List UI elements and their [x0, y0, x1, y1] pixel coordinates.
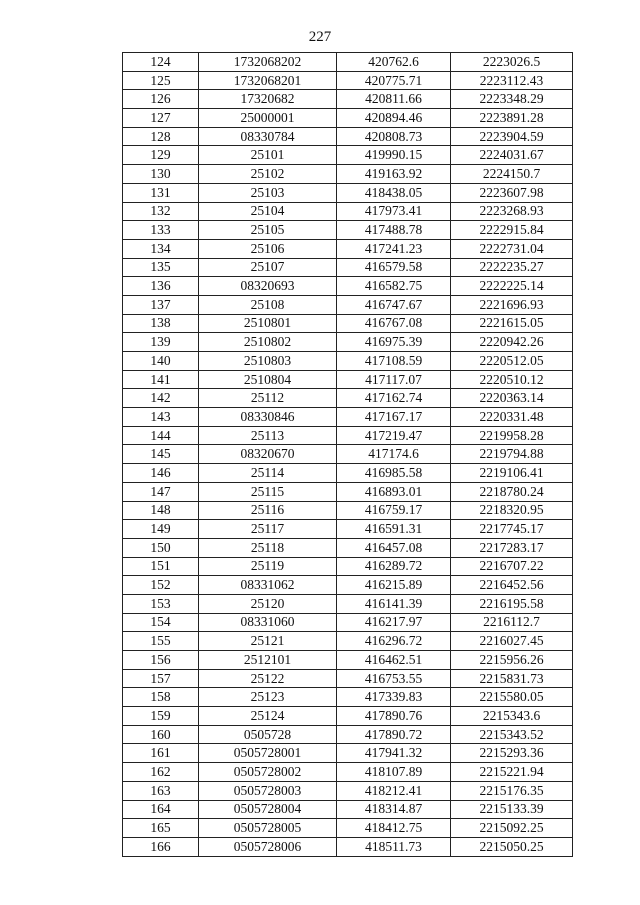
- table-body: [123, 53, 573, 857]
- point-id-cell: 08320693: [199, 277, 337, 296]
- point-id-cell: 25102: [199, 165, 337, 184]
- y-coordinate-cell: 2223891.28: [451, 109, 573, 128]
- y-coordinate-cell: 2220942.26: [451, 333, 573, 352]
- table-row: [123, 109, 573, 128]
- x-coordinate-cell: 417941.32: [337, 744, 451, 763]
- point-id-cell: 0505728002: [199, 763, 337, 782]
- row-number-cell: 147: [123, 482, 199, 501]
- point-id-cell: 17320682: [199, 90, 337, 109]
- row-number-cell: 143: [123, 408, 199, 427]
- row-number-cell: 131: [123, 183, 199, 202]
- row-number-cell: 139: [123, 333, 199, 352]
- x-coordinate-cell: 417890.76: [337, 707, 451, 726]
- y-coordinate-cell: 2222915.84: [451, 221, 573, 240]
- point-id-cell: 25106: [199, 239, 337, 258]
- x-coordinate-cell: 416759.17: [337, 501, 451, 520]
- x-coordinate-cell: 419163.92: [337, 165, 451, 184]
- point-id-cell: 0505728004: [199, 800, 337, 819]
- row-number-cell: 157: [123, 669, 199, 688]
- x-coordinate-cell: 420894.46: [337, 109, 451, 128]
- table-row: [123, 53, 573, 72]
- row-number-cell: 155: [123, 632, 199, 651]
- y-coordinate-cell: 2218780.24: [451, 482, 573, 501]
- table-row: [123, 90, 573, 109]
- row-number-cell: 142: [123, 389, 199, 408]
- x-coordinate-cell: 416893.01: [337, 482, 451, 501]
- x-coordinate-cell: 416296.72: [337, 632, 451, 651]
- table-row: [123, 576, 573, 595]
- row-number-cell: 141: [123, 370, 199, 389]
- x-coordinate-cell: 417108.59: [337, 352, 451, 371]
- x-coordinate-cell: 416141.39: [337, 594, 451, 613]
- point-id-cell: 25122: [199, 669, 337, 688]
- point-id-cell: 25115: [199, 482, 337, 501]
- point-id-cell: 25105: [199, 221, 337, 240]
- y-coordinate-cell: 2216027.45: [451, 632, 573, 651]
- x-coordinate-cell: 418314.87: [337, 800, 451, 819]
- y-coordinate-cell: 2215956.26: [451, 651, 573, 670]
- y-coordinate-cell: 2222731.04: [451, 239, 573, 258]
- page-number: 227: [308, 29, 332, 45]
- y-coordinate-cell: 2215580.05: [451, 688, 573, 707]
- x-coordinate-cell: 416579.58: [337, 258, 451, 277]
- x-coordinate-cell: 417117.07: [337, 370, 451, 389]
- y-coordinate-cell: 2219958.28: [451, 426, 573, 445]
- y-coordinate-cell: 2215221.94: [451, 763, 573, 782]
- point-id-cell: 0505728: [199, 725, 337, 744]
- table-row: [123, 314, 573, 333]
- point-id-cell: 25116: [199, 501, 337, 520]
- y-coordinate-cell: 2222225.14: [451, 277, 573, 296]
- row-number-cell: 124: [123, 53, 199, 72]
- y-coordinate-cell: 2220510.12: [451, 370, 573, 389]
- table-row: [123, 333, 573, 352]
- y-coordinate-cell: 2223268.93: [451, 202, 573, 221]
- row-number-cell: 162: [123, 763, 199, 782]
- x-coordinate-cell: 418412.75: [337, 819, 451, 838]
- point-id-cell: 25108: [199, 295, 337, 314]
- table-row: [123, 408, 573, 427]
- y-coordinate-cell: 2220363.14: [451, 389, 573, 408]
- table-row: [123, 426, 573, 445]
- x-coordinate-cell: 416462.51: [337, 651, 451, 670]
- y-coordinate-cell: 2220512.05: [451, 352, 573, 371]
- table-row: [123, 221, 573, 240]
- x-coordinate-cell: 418212.41: [337, 781, 451, 800]
- point-id-cell: 0505728001: [199, 744, 337, 763]
- x-coordinate-cell: 417339.83: [337, 688, 451, 707]
- x-coordinate-cell: 416753.55: [337, 669, 451, 688]
- table-row: [123, 538, 573, 557]
- y-coordinate-cell: 2222235.27: [451, 258, 573, 277]
- x-coordinate-cell: 417174.6: [337, 445, 451, 464]
- table-row: [123, 669, 573, 688]
- x-coordinate-cell: 416582.75: [337, 277, 451, 296]
- point-id-cell: 25104: [199, 202, 337, 221]
- table-row: [123, 501, 573, 520]
- x-coordinate-cell: 416767.08: [337, 314, 451, 333]
- y-coordinate-cell: 2216112.7: [451, 613, 573, 632]
- y-coordinate-cell: 2219794.88: [451, 445, 573, 464]
- point-id-cell: 2510803: [199, 352, 337, 371]
- row-number-cell: 145: [123, 445, 199, 464]
- row-number-cell: 128: [123, 127, 199, 146]
- y-coordinate-cell: 2221696.93: [451, 295, 573, 314]
- table-row: [123, 632, 573, 651]
- point-id-cell: 25113: [199, 426, 337, 445]
- table-row: [123, 370, 573, 389]
- x-coordinate-cell: 417241.23: [337, 239, 451, 258]
- point-id-cell: 25103: [199, 183, 337, 202]
- x-coordinate-cell: 417488.78: [337, 221, 451, 240]
- x-coordinate-cell: 420808.73: [337, 127, 451, 146]
- x-coordinate-cell: 416975.39: [337, 333, 451, 352]
- row-number-cell: 165: [123, 819, 199, 838]
- table-row: [123, 295, 573, 314]
- point-id-cell: 0505728003: [199, 781, 337, 800]
- x-coordinate-cell: 416217.97: [337, 613, 451, 632]
- point-id-cell: 25107: [199, 258, 337, 277]
- coordinates-table: [122, 52, 573, 857]
- row-number-cell: 129: [123, 146, 199, 165]
- y-coordinate-cell: 2224031.67: [451, 146, 573, 165]
- table-row: [123, 277, 573, 296]
- x-coordinate-cell: 416747.67: [337, 295, 451, 314]
- row-number-cell: 132: [123, 202, 199, 221]
- y-coordinate-cell: 2223607.98: [451, 183, 573, 202]
- table-row: [123, 127, 573, 146]
- row-number-cell: 134: [123, 239, 199, 258]
- point-id-cell: 0505728005: [199, 819, 337, 838]
- table-row: [123, 763, 573, 782]
- point-id-cell: 25118: [199, 538, 337, 557]
- row-number-cell: 160: [123, 725, 199, 744]
- table-row: [123, 725, 573, 744]
- point-id-cell: 2510801: [199, 314, 337, 333]
- point-id-cell: 25114: [199, 464, 337, 483]
- row-number-cell: 149: [123, 520, 199, 539]
- y-coordinate-cell: 2215092.25: [451, 819, 573, 838]
- table-row: [123, 800, 573, 819]
- point-id-cell: 25119: [199, 557, 337, 576]
- point-id-cell: 1732068201: [199, 71, 337, 90]
- row-number-cell: 150: [123, 538, 199, 557]
- y-coordinate-cell: 2221615.05: [451, 314, 573, 333]
- table-row: [123, 389, 573, 408]
- row-number-cell: 161: [123, 744, 199, 763]
- point-id-cell: 25121: [199, 632, 337, 651]
- x-coordinate-cell: 417890.72: [337, 725, 451, 744]
- table-row: [123, 651, 573, 670]
- row-number-cell: 159: [123, 707, 199, 726]
- row-number-cell: 163: [123, 781, 199, 800]
- point-id-cell: 25117: [199, 520, 337, 539]
- point-id-cell: 2510802: [199, 333, 337, 352]
- row-number-cell: 156: [123, 651, 199, 670]
- point-id-cell: 25000001: [199, 109, 337, 128]
- y-coordinate-cell: 2219106.41: [451, 464, 573, 483]
- point-id-cell: 25112: [199, 389, 337, 408]
- row-number-cell: 153: [123, 594, 199, 613]
- row-number-cell: 164: [123, 800, 199, 819]
- y-coordinate-cell: 2224150.7: [451, 165, 573, 184]
- table-row: [123, 744, 573, 763]
- table-row: [123, 520, 573, 539]
- x-coordinate-cell: 416591.31: [337, 520, 451, 539]
- row-number-cell: 140: [123, 352, 199, 371]
- row-number-cell: 154: [123, 613, 199, 632]
- row-number-cell: 138: [123, 314, 199, 333]
- row-number-cell: 126: [123, 90, 199, 109]
- y-coordinate-cell: 2223112.43: [451, 71, 573, 90]
- y-coordinate-cell: 2215343.52: [451, 725, 573, 744]
- table-row: [123, 594, 573, 613]
- x-coordinate-cell: 420775.71: [337, 71, 451, 90]
- x-coordinate-cell: 416289.72: [337, 557, 451, 576]
- row-number-cell: 136: [123, 277, 199, 296]
- row-number-cell: 151: [123, 557, 199, 576]
- point-id-cell: 08330784: [199, 127, 337, 146]
- table-row: [123, 688, 573, 707]
- table-row: [123, 482, 573, 501]
- point-id-cell: 1732068202: [199, 53, 337, 72]
- table-row: [123, 165, 573, 184]
- y-coordinate-cell: 2223348.29: [451, 90, 573, 109]
- table-row: [123, 352, 573, 371]
- y-coordinate-cell: 2215343.6: [451, 707, 573, 726]
- x-coordinate-cell: 417167.17: [337, 408, 451, 427]
- x-coordinate-cell: 417162.74: [337, 389, 451, 408]
- y-coordinate-cell: 2223026.5: [451, 53, 573, 72]
- y-coordinate-cell: 2217283.17: [451, 538, 573, 557]
- row-number-cell: 133: [123, 221, 199, 240]
- y-coordinate-cell: 2216707.22: [451, 557, 573, 576]
- row-number-cell: 158: [123, 688, 199, 707]
- point-id-cell: 25123: [199, 688, 337, 707]
- y-coordinate-cell: 2215133.39: [451, 800, 573, 819]
- table-row: [123, 445, 573, 464]
- table-row: [123, 183, 573, 202]
- point-id-cell: 08320670: [199, 445, 337, 464]
- y-coordinate-cell: 2216452.56: [451, 576, 573, 595]
- x-coordinate-cell: 418107.89: [337, 763, 451, 782]
- table-row: [123, 146, 573, 165]
- point-id-cell: 2512101: [199, 651, 337, 670]
- row-number-cell: 148: [123, 501, 199, 520]
- table-row: [123, 258, 573, 277]
- point-id-cell: 0505728006: [199, 837, 337, 856]
- point-id-cell: 25120: [199, 594, 337, 613]
- y-coordinate-cell: 2217745.17: [451, 520, 573, 539]
- table-row: [123, 781, 573, 800]
- table-row: [123, 613, 573, 632]
- x-coordinate-cell: 420811.66: [337, 90, 451, 109]
- x-coordinate-cell: 420762.6: [337, 53, 451, 72]
- point-id-cell: 2510804: [199, 370, 337, 389]
- y-coordinate-cell: 2215831.73: [451, 669, 573, 688]
- table-row: [123, 239, 573, 258]
- x-coordinate-cell: 417973.41: [337, 202, 451, 221]
- x-coordinate-cell: 416985.58: [337, 464, 451, 483]
- row-number-cell: 135: [123, 258, 199, 277]
- table-row: [123, 837, 573, 856]
- point-id-cell: 08331062: [199, 576, 337, 595]
- row-number-cell: 125: [123, 71, 199, 90]
- y-coordinate-cell: 2216195.58: [451, 594, 573, 613]
- x-coordinate-cell: 416457.08: [337, 538, 451, 557]
- row-number-cell: 152: [123, 576, 199, 595]
- row-number-cell: 144: [123, 426, 199, 445]
- table-row: [123, 707, 573, 726]
- table-row: [123, 464, 573, 483]
- x-coordinate-cell: 416215.89: [337, 576, 451, 595]
- table-row: [123, 819, 573, 838]
- row-number-cell: 146: [123, 464, 199, 483]
- row-number-cell: 130: [123, 165, 199, 184]
- point-id-cell: 08331060: [199, 613, 337, 632]
- x-coordinate-cell: 418511.73: [337, 837, 451, 856]
- x-coordinate-cell: 417219.47: [337, 426, 451, 445]
- y-coordinate-cell: 2220331.48: [451, 408, 573, 427]
- row-number-cell: 137: [123, 295, 199, 314]
- point-id-cell: 25101: [199, 146, 337, 165]
- point-id-cell: 08330846: [199, 408, 337, 427]
- x-coordinate-cell: 419990.15: [337, 146, 451, 165]
- row-number-cell: 127: [123, 109, 199, 128]
- point-id-cell: 25124: [199, 707, 337, 726]
- row-number-cell: 166: [123, 837, 199, 856]
- y-coordinate-cell: 2215176.35: [451, 781, 573, 800]
- y-coordinate-cell: 2223904.59: [451, 127, 573, 146]
- x-coordinate-cell: 418438.05: [337, 183, 451, 202]
- y-coordinate-cell: 2215050.25: [451, 837, 573, 856]
- table-row: [123, 71, 573, 90]
- table-row: [123, 557, 573, 576]
- y-coordinate-cell: 2218320.95: [451, 501, 573, 520]
- table-row: [123, 202, 573, 221]
- y-coordinate-cell: 2215293.36: [451, 744, 573, 763]
